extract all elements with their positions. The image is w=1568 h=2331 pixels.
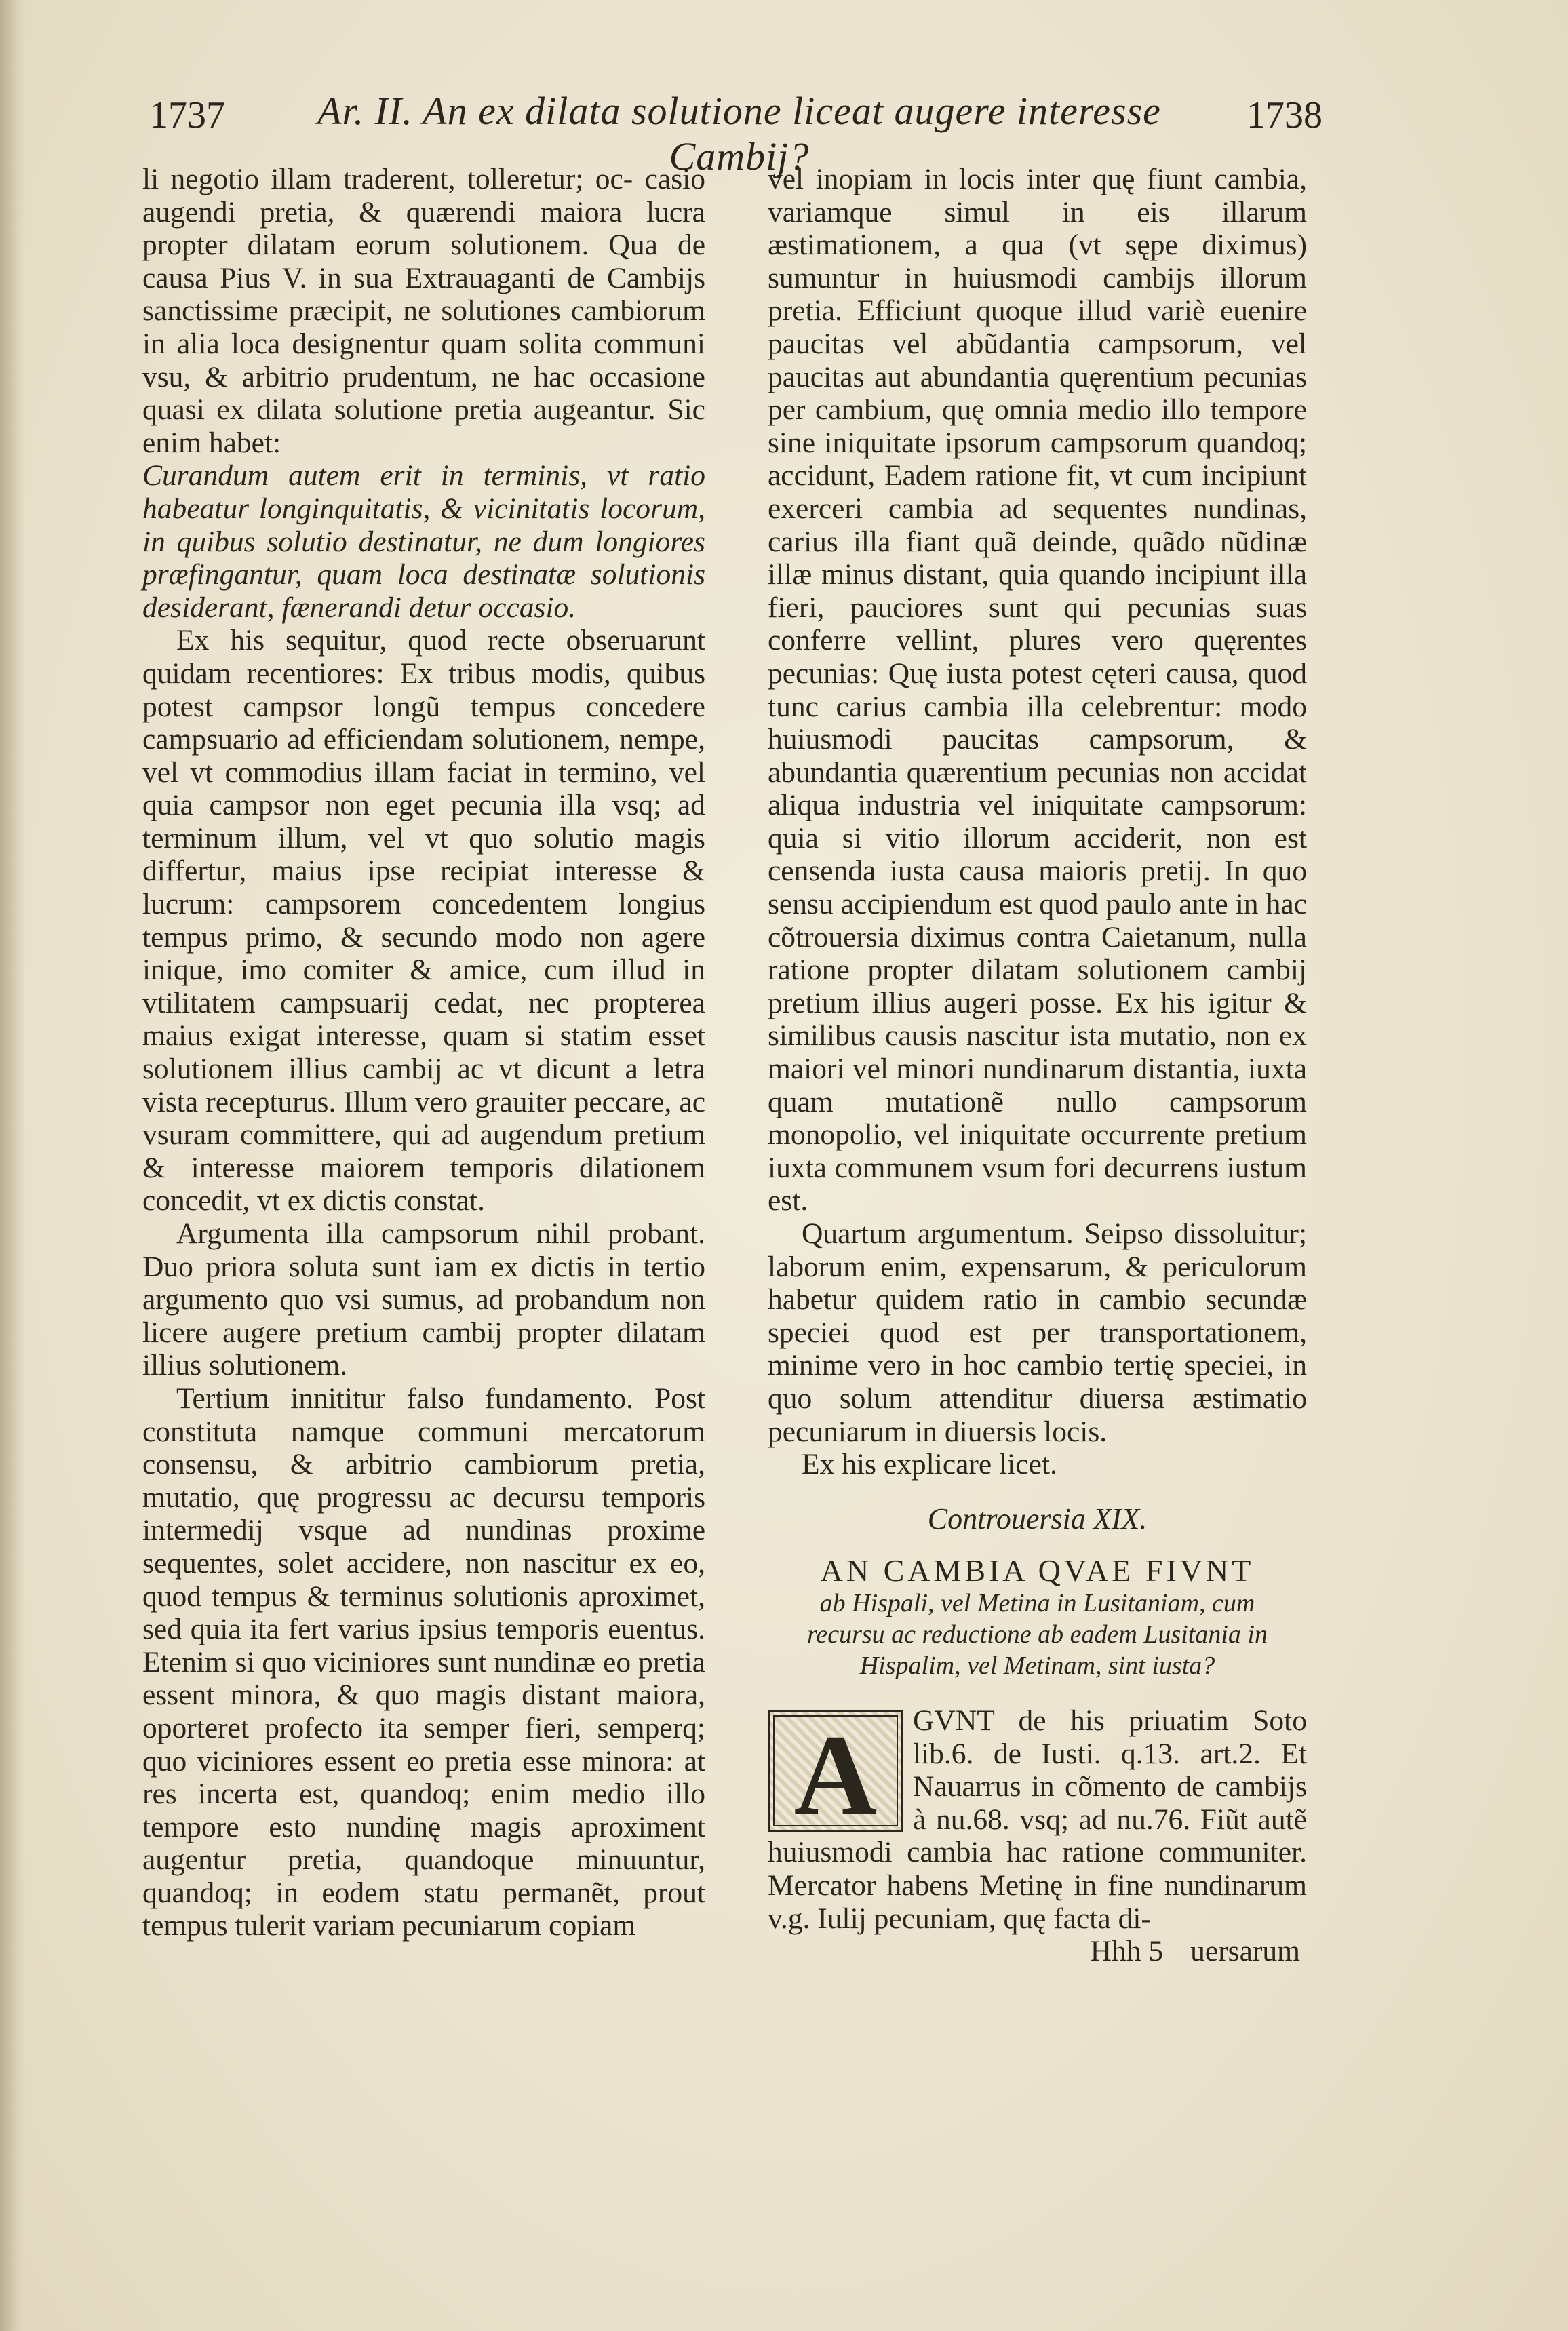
svg-text:A: A bbox=[793, 1711, 878, 1830]
controversy-heading: Controuersia XIX. bbox=[927, 1502, 1148, 1535]
page-gutter-shadow bbox=[0, 0, 26, 2331]
paragraph: vel inopiam in locis inter quę fiunt cambia, variamque simul in eis illarum æstimationem, a qua (vt sępe diximus) sumuntur in huiusmodi cambijs illorum pretia. Efficiunt quoque illud variè euenire paucitas vel abũdantia campsorum, vel paucitas aut abundantia quęrentium pecunias per cambium, quę omnia medio illo tempore sine iniquitate ipsorum campsorum quandoq; accidunt, Eadem ratione fit, vt cum incipiunt exerceri cambia ad sequentes nundinas, carius illa fiant quã deinde, quãdo nũdinæ illæ minus distant, quia quando incipiunt illa fieri, pauciores sunt qui pecunias suas conferre vellint, plures vero quęrentes pecunias: Quę iusta potest cęteri causa, quod tunc carius cambia illa celebrentur: modo huiusmodi paucitas campsorum, & abundantia quærentium pecunias non accidat aliqua industria vel iniquitate campsorum: quia si vitio illorum acciderit, non est censenda iusta causa maioris pretij. In quo sensu accipiendum est quod paulo ante in hac cõtrouersia diximus contra Caietanum, nulla ratione propter dilatam solutionem cambij pretium illius augeri posse. Ex his igitur & similibus causis nascitur ista mutatio, non ex maiori vel minori nundinarum distantia, iuxta quam mutationẽ nullo campsorum monopolio, vel iniquitate occurrente pretium iuxta communem vsum fori decurrens iustum est. bbox=[768, 163, 1307, 1217]
paragraph: Quartum argumentum. Seipso dissoluitur; laborum enim, expensarum, & periculorum habetur quidem ratio in cambio secundæ speciei quod est per transportationem, minime vero in hoc cambio tertię speciei, in quo solum attenditur diuersa æstimatio pecuniarum in diuersis locis. bbox=[768, 1217, 1307, 1448]
page-number-right: 1738 bbox=[1247, 94, 1322, 136]
decorated-initial-letter bbox=[768, 1710, 903, 1832]
paragraph: Argumenta illa campsorum nihil probant. Duo priora soluta sunt iam ex dictis in tertio argumento quo vsi sumus, ad probandum non licere augere pretium cambij propter dilatam illius solutionem. bbox=[142, 1217, 705, 1382]
paragraph: li negotio illam traderent, tolleretur; oc- casio augendi pretia, & quærendi maiora lucra propter dilatam eorum solutionem. Qua de causa Pius V. in sua Extrauaganti de Cambijs sanctissime præcipit, ne solutiones cambiorum in alia loca designentur quam solita communi vsu, & arbitrio prudentum, ne hac occasione quasi ex dilata solutione pretia augeantur. Sic enim habet: bbox=[142, 163, 705, 459]
quoted-passage: Curandum autem erit in terminis, vt ratio habeatur longinquitatis, & vicinitatis locorum, in quibus solutio destinatur, ne dum longiores præfingantur, quam loca destinatæ solutionis desiderant, fænerandi detur occasio. bbox=[142, 459, 705, 624]
question-heading: AN CAMBIA QVAE FIVNT bbox=[820, 1553, 1255, 1588]
right-text-column bbox=[768, 163, 1307, 1968]
opening-paragraph-text: GVNT de his priuatim Soto lib.6. de Iusti. q.13. art.2. Et Nauarrus in cõmento de cambijs à nu.68. vsq; ad nu.76. Fiũt autẽ huiusmodi cambia hac ratione communiter. Mercator habens Metinę in fine nundinarum v.g. Iulij pecuniam, quę facta di- bbox=[768, 1704, 1307, 1935]
catchword: uersarum bbox=[1190, 1935, 1300, 1968]
opening-paragraph bbox=[768, 1704, 1307, 1935]
question-subheading: ab Hispali, vel Metina in Lusitaniam, cum recursu ac reductione ab eadem Lusitania in Hispalim, vel Metinam, sint iusta? bbox=[807, 1588, 1268, 1680]
signature-mark: Hhh 5 bbox=[1090, 1935, 1164, 1968]
paragraph: Ex his sequitur, quod recte obseruarunt quidam recentiores: Ex tribus modis, quibus potest campsor longũ tempus concedere campsuario ad efficiendam solutionem, nempe, vel vt commodius illam faciat in termino, vel quia campsor non eget pecunia illa vsq; ad terminum illum, vel vt quo solutio magis differtur, maius ipse recipiat interesse & lucrum: campsorem concedentem longius tempus primo, & secundo modo non agere inique, imo comiter & amice, cum illud in vtilitatem campsuarij cedat, nec propterea maius exigat interesse, quam si statim esset solutionem illius cambij ac vt dicunt a letra vista recepturus. Illum vero grauiter peccare, ac vsuram committere, qui ad augendum pretium & interesse maiorem temporis dilationem concedit, vt ex dictis constat. bbox=[142, 624, 705, 1217]
signature-line bbox=[768, 1935, 1307, 1968]
left-text-column bbox=[142, 163, 705, 1942]
paragraph: Tertium innititur falso fundamento. Post constituta namque communi mercatorum consensu, & arbitrio cambiorum pretia, mutatio, quę progressu ac decursu temporis intermedij vsque ad nundinas proxime sequentes, solet accidere, non nascitur ex eo, quod tempus & terminus solutionis aproximet, sed quia ita fert varius ipsius temporis euentus. Etenim si quo viciniores sunt nundinæ eo pretia essent minora, & quo magis distant maiora, oporteret profecto ita semper fieri, semperq; quo viciniores essent eo pretia esse minora: at res incerta est, quandoq; enim medio illo tempore esto nundinę magis aproximent augentur pretia, quandoque minuuntur, quandoq; in eodem statu permanẽt, prout tempus tulerit variam pecuniarum copiam bbox=[142, 1382, 706, 1942]
running-title: Ar. II. An ex dilata solutione liceat augere interesse Cambij? bbox=[317, 89, 1161, 178]
paragraph: Ex his explicare licet. bbox=[802, 1448, 1057, 1481]
page-header bbox=[149, 88, 1322, 178]
page-number-left: 1737 bbox=[149, 94, 225, 136]
